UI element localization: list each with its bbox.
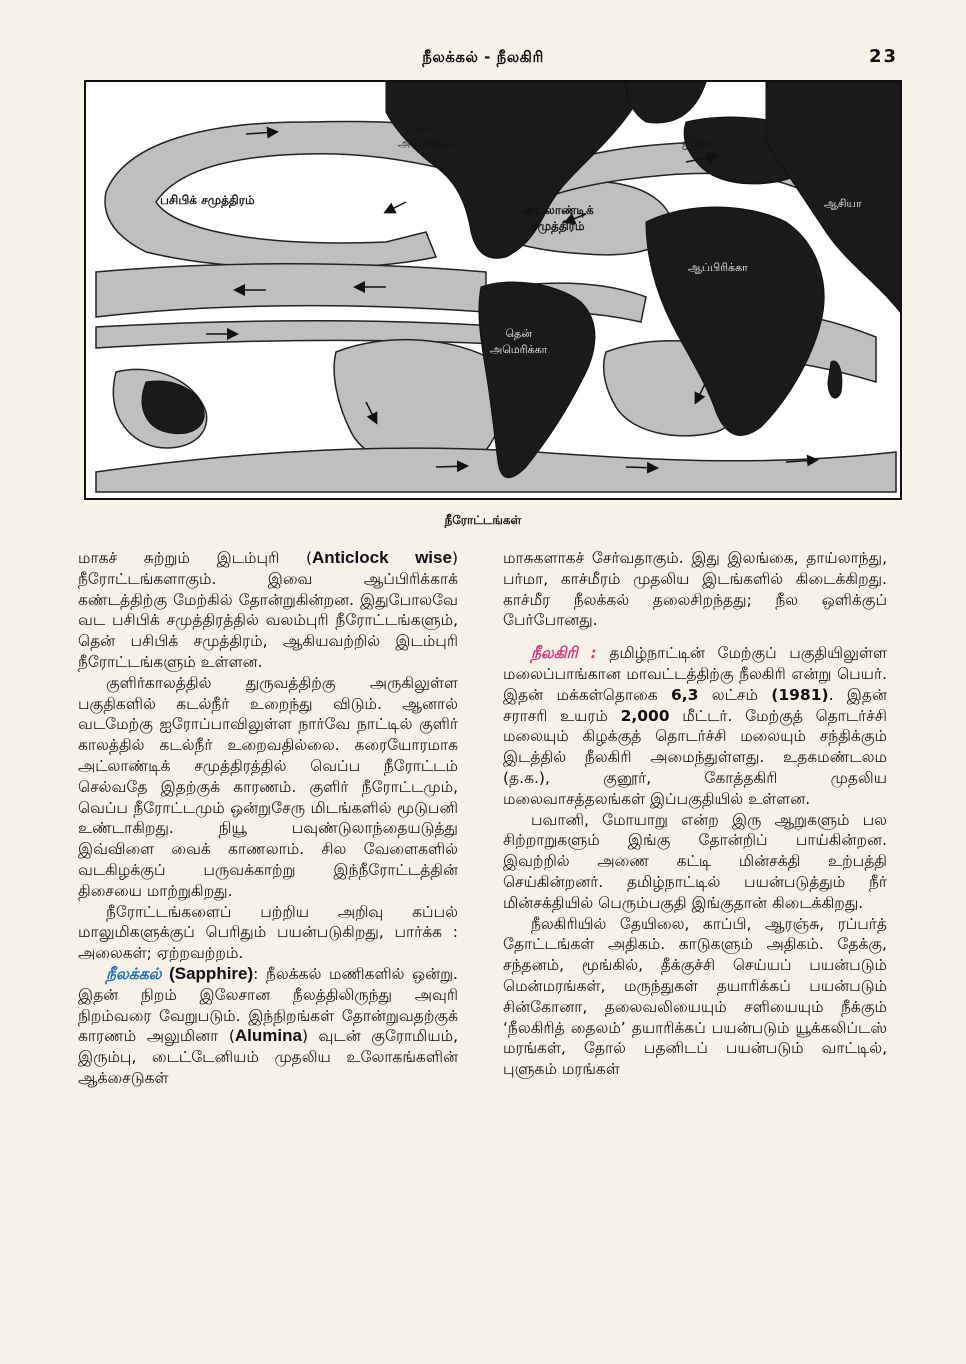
- right-column: [503, 548, 887, 1080]
- madagascar-land: [828, 361, 842, 398]
- map-caption: நீரோட்டங்கள்: [444, 513, 522, 527]
- label-pacific: பசிபிக் சமுத்திரம்: [160, 193, 255, 207]
- english-term: Alumina: [234, 1026, 302, 1046]
- label-atlantic: அட்லாண்டிக் சமுத்திரம்: [522, 203, 594, 233]
- text-fragment: தமிழ்நாட்டின் மேற்குப் பகுதியிலுள்ள மலைப்பாங்கான மாவட்டத்திற்கு நீலகிரி என்று பெயர். இதன் மக்கள்தொகை: [503, 644, 887, 704]
- west-wind-drift: [96, 448, 896, 492]
- arrow-2: [386, 202, 406, 212]
- entry-heading-nilgiri: நீலகிரி :: [531, 644, 597, 663]
- text-fragment: . இதன் சராசரி உயரம்: [503, 685, 888, 725]
- text-fragment: மீட்டர். மேற்குத் தொடர்ச்சி மலையும் கிழக்குத் தொடர்ச்சி மலையும் சந்திக்கும் இடத்தில் நீலகிரி அமைந்துள்ளது. உதகமண்டலம (த.க.), குனூர், கோத்தகிரி முதலிய மலைவாசத்தலங்கள் இப்பகுதியில் உள்ளன.: [503, 706, 887, 808]
- page-number: 23: [868, 46, 898, 67]
- label-south-america: தென் அமெரிக்கா: [490, 327, 548, 356]
- left-paragraph-2: குளிர்காலத்தில் துருவத்திற்கு அருகிலுள்ள பகுதிகளில் கடல்நீர் உறைந்து விடும். ஆனால் வடமேற்கு ஐரோப்பாவிலுள்ள நார்வே நாட்டில் குளிர் காலத்தில் கடல்நீர் உறைவதில்லை. கரையோரமாக அட்லாண்டிக் சமுத்திரத்தில் வெப்ப நீரோட்டம் செல்வதே இதற்குக் காரணம். குளிர் நீரோட்டமும், வெப்ப நீரோட்டமும் ஒன்றுசேரு மிடங்களில் மூடுபனி உண்டாகிறது. நியூ பவுண்டுலாந்தையடுத்து இவ்விளை வைக் காணலாம். சில வேளைகளில் வடகிழக்குப் பருவக்காற்று இந்நீரோட்டத்தின் திசையை மாற்றுகிறது.: [78, 673, 458, 900]
- south-america-land: [479, 282, 595, 478]
- equatorial-band-pacific: [96, 264, 486, 317]
- label-africa: ஆப்பிரிக்கா: [688, 261, 748, 274]
- left-paragraph-4: [78, 964, 458, 1089]
- entry-heading-sapphire: நீலக்கல்: [106, 964, 162, 983]
- ocean-currents-map: [84, 80, 902, 500]
- text-fragment: ) வுடன் குரோமியம், இரும்பு, டைட்டேனியம் முதலிய உலோகங்களின் ஆக்சைடுகள்: [78, 1027, 459, 1087]
- census-year: (1981): [771, 685, 829, 704]
- left-paragraph-1: [78, 548, 458, 673]
- right-paragraph-2: [503, 643, 887, 809]
- page-header: [0, 48, 966, 74]
- arrow-11: [626, 467, 656, 468]
- text-fragment: : நீலக்கல் மணிகளில் ஒன்று. இதன் நிறம் இலேசான நீலத்திலிருந்து அவுரி நிறம்வரை வேறுபடும். இந்நிறங்கள் தோன்றுவதற்குக் காரணம் அலுமினா (: [78, 964, 458, 1046]
- left-paragraph-3: நீரோட்டங்களைப் பற்றிய அறிவு கப்பல் மாலுமிகளுக்குப் பெரிதும் பயன்படுகிறது, பார்க்க : அலைகள்; ஏற்றவற்றம்.: [78, 902, 458, 963]
- map-drawing: [86, 82, 900, 498]
- text-fragment: லட்சம்: [698, 685, 772, 704]
- label-asia: ஆசியா: [824, 197, 862, 210]
- english-term: (Sapphire): [169, 963, 254, 983]
- left-column: [78, 548, 458, 1089]
- population-value: 6,3: [670, 685, 699, 704]
- text-fragment: மாகச் சுற்றும் இடம்புரி (: [78, 549, 313, 567]
- label-north-america: வட அமெரிக்கா: [398, 121, 456, 150]
- english-term: Anticlock wise: [312, 548, 452, 567]
- label-europe: ஐரோப்பா: [682, 137, 733, 150]
- arrow-7: [436, 466, 466, 467]
- altitude-value: 2,000: [620, 706, 670, 725]
- running-title: நீலக்கல் - நீலகிரி: [422, 48, 544, 66]
- right-paragraph-1: மாசுகளாகச் சேர்வதாகும். இது இலங்கை, தாய்லாந்து, பர்மா, காச்மீரம் முதலிய இடங்களில் கிடைக்கிறது. காச்மீர நீலக்கல் தலைசிறந்தது; நீல ஒளிக்குப் பேர்போனது.: [503, 549, 887, 630]
- right-paragraph-3: பவானி, மோயாறு என்ற இரு ஆறுகளும் பல சிற்றாறுகளும் இங்கு தோன்றிப் பாய்கின்றன. இவற்றில் அணை கட்டி மின்சக்தி உற்பத்தி செய்கின்றனர். தமிழ்நாட்டில் பயன்படுத்தும் நீர் மின்சக்தியில் பெரும்பகுதி இங்குதான் கிடைக்கிறது.: [503, 810, 887, 912]
- text-fragment: ) நீரோட்டங்களாகும். இவை ஆப்பிரிக்காக் கண்டத்திற்கு மேற்கில் தோன்றுகின்றன. இதுபோலவே வட பசிபிக் சமுத்திரத்தில் வலம்புரி நீரோட்டங்களும், தென் பசிபிக் சமுத்திரம், ஆகியவற்றில் இடம்புரி நீரோட்டங்களும் உள்ளன.: [78, 549, 458, 671]
- greenland-land: [626, 82, 706, 123]
- right-paragraph-4: நீலகிரியில் தேயிலை, காப்பி, ஆரஞ்சு, ரப்பர்த் தோட்டங்கள் அதிகம். காடுகளும் அதிகம். தேக்கு, சந்தனம், மூங்கில், தீக்குச்சி செய்யப் பயன்படும் மென்மரங்கள், மருந்துகள் தயாரிக்கப் பயன்படும் சின்கோனா, தலைவலியையும் சளியையும் நீக்கும் ‘நீலகிரித் தைலம்’ தயாரிக்கப் பயன்படும் யூக்கலிப்டஸ் மரங்கள், தோல் பதனிடப் பயன்படும் வாட்டில், புளுகம் மரங்கள்: [503, 914, 887, 1079]
